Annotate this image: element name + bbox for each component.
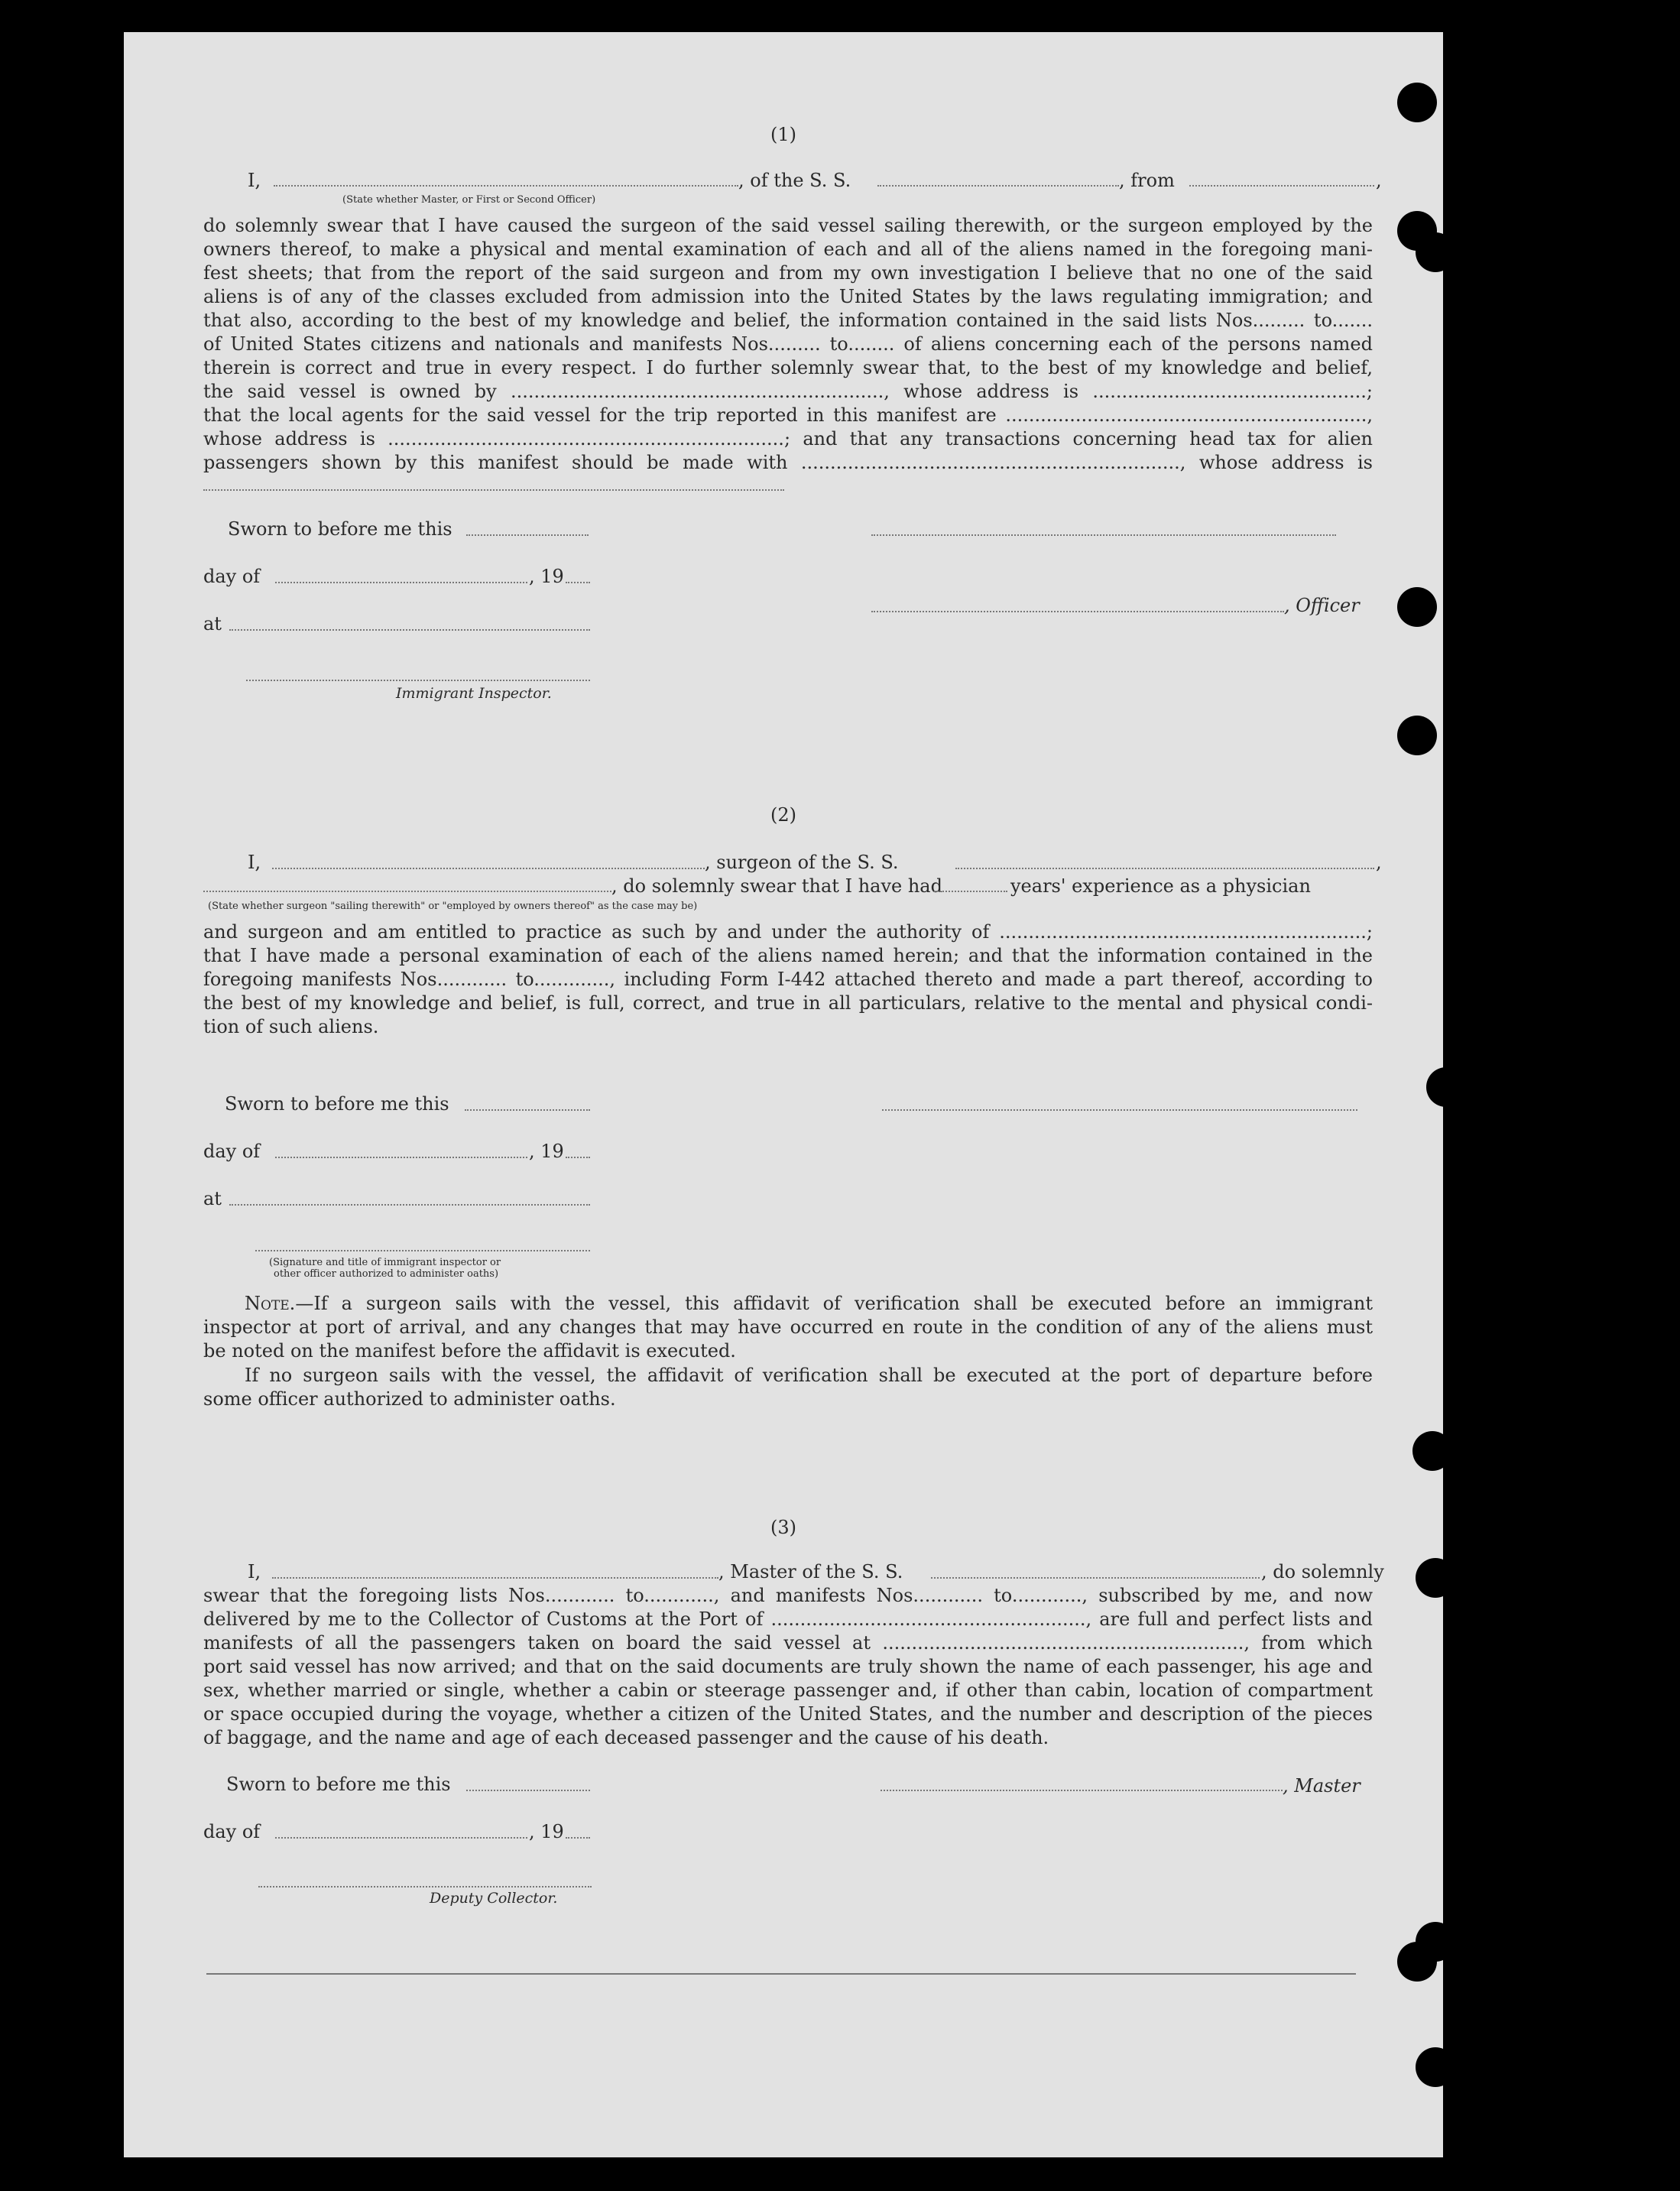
s2-at: at (203, 1188, 222, 1209)
s1-name-field[interactable] (274, 184, 738, 187)
s2-year-field[interactable] (566, 1156, 590, 1158)
s3-day-of: day of (203, 1821, 261, 1842)
s3-vessel-field[interactable] (931, 1576, 1260, 1579)
punch-hole (1416, 2047, 1455, 2087)
punch-hole (1412, 1431, 1452, 1471)
bottom-divider (206, 1972, 1356, 1975)
s1-caption: (State whether Master, or First or Second Officer) (342, 194, 596, 206)
s3-year-field[interactable] (566, 1836, 590, 1839)
s1-officer: , Officer (1284, 595, 1360, 616)
s2-sworn: Sworn to before me this (225, 1093, 449, 1115)
s2-vessel-field[interactable] (955, 867, 1374, 869)
section3-number: (3) (770, 1517, 796, 1538)
s3-deputy: Deputy Collector. (430, 1890, 558, 1907)
s1-from-field[interactable] (1189, 184, 1374, 187)
punch-hole (1416, 232, 1455, 272)
s2-sig-caption-1: (Signature and title of immigrant inspector or (269, 1257, 501, 1268)
s2-signature-field[interactable] (882, 1108, 1357, 1111)
s1-inspector-field[interactable] (246, 679, 590, 681)
s3-year: , 19 (529, 1821, 564, 1842)
s2-sig-caption-2: other officer authorized to administer oaths) (274, 1268, 499, 1280)
s1-at: at (203, 613, 222, 635)
s3-signature-field[interactable] (881, 1789, 1283, 1791)
form-page: (1) I, , of the S. S. , from , (State whether Master, or First or Second Officer) do solemnly swear that I have caused the surgeon of the said vessel sailing therewith, or the surgeon employed by the owners thereof, to make a physical and mental examination of each and all of the aliens named in the foregoing mani- fest sheets; that from the report of the said surgeon and from my own investigation I believe that no one of the said aliens is of any of the classes excluded from admission into the United States by the laws regulating immigration; and that also, according to the best of my knowledge and belief, the information contained in the said lists Nos......... to....... of United States citizens and nationals and manifests Nos......... to........ of aliens concerning each of the persons named therein is correct and true in every respect. I do further solemnly swear that, to the best of my knowledge and belief, the said vessel is owned by ................................................................, whose address is ...............................................; that the local agents for the said vessel for the trip reported in this manifest are .............................................................., whose address is ....................................................................; and that any transactions concerning head tax for alien passengers shown by this manifest should be made with ................................................................., whose address is Sworn to before me this day of , 19 , Officer at Immigrant Inspector. (2) I, , surgeon of the S. S. , , do solemnly swear that I have had years' experience as a physician (State whether surgeon "sailing therewith" or "employed by owners thereof" as the case may be) and surgeon and am entitled to practice as such by and under the authority of ...............................................................; that I have made a personal examination of each of the aliens named herein; and that the information contained in the foregoing manifests Nos............ to............., including Form I-442 attached thereto and made a part thereof, according to the best of my knowledge and belief, is full, correct, and true in all particulars, relative to the mental and physical condi- tion of such aliens. Sworn to before me this day of , 19 at (Signature and title of immigrant inspector or other officer authorized to administer oaths) Note.—If a surgeon sails with the vessel, this affidavit of verification shall be executed before an immigrant inspector at port of arrival, and any changes that may have occurred en route in the condition of any of the aliens must be noted on the manifest before the affidavit is executed. If no surgeon sails with the vessel, the affidavit of verification shall be executed at the port of departure before some officer authorized to administer oaths. (3) I, , Master of the S. S. , do solemnly swear that the foregoing lists Nos............ to............, and manifests Nos............ to............, subscribed by me, and now delivered by me to the Collector of Customs at the Port of ......................................................, are full and perfect lists and manifests of all the passengers taken on board the said vessel at .............................................................., from which port said vessel has now arrived; and that on the said documents are truly shown the name of each passenger, his age and sex, whether married or single, whether a cabin or steerage passenger and, if other than cabin, location of compartment or space occupied during the voyage, whether a citizen of the United States, and the number and description of the pieces of baggage, and the name and age of each deceased passenger and the cause of his death. Sworn to before me this , Master day of , 19 Deputy Collector. (124, 32, 1443, 2157)
s3-day-field[interactable] (275, 1836, 527, 1839)
s1-comma: , (1376, 170, 1382, 191)
punch-hole (1397, 1942, 1437, 1982)
s1-day-of: day of (203, 566, 261, 587)
s3-name-field[interactable] (272, 1576, 718, 1579)
s2-name-field[interactable] (272, 867, 705, 869)
s3-master: , Master of the S. S. (718, 1561, 903, 1582)
s3-master-sig: , Master (1283, 1775, 1361, 1797)
s1-at-field[interactable] (229, 628, 590, 631)
s2-surgeon: , surgeon of the S. S. (705, 852, 899, 873)
s1-sworn-field[interactable] (466, 534, 589, 536)
punch-hole (1397, 716, 1437, 755)
s3-i: I, (248, 1561, 261, 1582)
s2-officer-field[interactable] (255, 1249, 590, 1251)
s3-swear: , do solemnly (1261, 1561, 1384, 1582)
s1-inspector: Immigrant Inspector. (396, 685, 552, 702)
section2-number: (2) (770, 804, 796, 826)
s2-status-field[interactable] (203, 890, 611, 892)
s2-comma: , (1376, 852, 1382, 873)
s1-signature-field[interactable] (871, 534, 1336, 536)
s1-address-field[interactable] (203, 489, 784, 491)
s3-sworn: Sworn to before me this (226, 1774, 451, 1795)
s1-year: , 19 (529, 566, 564, 587)
punch-hole (1397, 83, 1437, 122)
s2-years: years' experience as a physician (1010, 875, 1311, 897)
s1-day-field[interactable] (275, 581, 527, 583)
s1-year-field[interactable] (566, 581, 590, 583)
punch-hole (1416, 1558, 1455, 1598)
s3-deputy-field[interactable] (258, 1885, 592, 1888)
s2-year: , 19 (529, 1141, 564, 1162)
s1-sworn: Sworn to before me this (228, 518, 452, 540)
s2-day-field[interactable] (275, 1156, 527, 1158)
punch-hole (1426, 1067, 1466, 1107)
s2-day-of: day of (203, 1141, 261, 1162)
s3-sworn-field[interactable] (466, 1789, 590, 1791)
s2-years-field[interactable] (934, 890, 1007, 892)
s2-caption: (State whether surgeon "sailing therewith" or "employed by owners thereof" as the case may be) (208, 901, 698, 912)
s1-from: , from (1119, 170, 1175, 191)
s2-sworn-field[interactable] (465, 1108, 590, 1111)
s2-at-field[interactable] (229, 1203, 590, 1206)
s2-swear: , do solemnly swear that I have had (611, 875, 942, 897)
section1-number: (1) (770, 124, 796, 145)
s1-i: I, (248, 170, 261, 191)
s1-of-ss: , of the S. S. (738, 170, 851, 191)
s2-i: I, (248, 852, 261, 873)
s1-vessel-field[interactable] (877, 184, 1119, 187)
punch-hole (1397, 587, 1437, 627)
s1-officer-field[interactable] (871, 610, 1284, 612)
